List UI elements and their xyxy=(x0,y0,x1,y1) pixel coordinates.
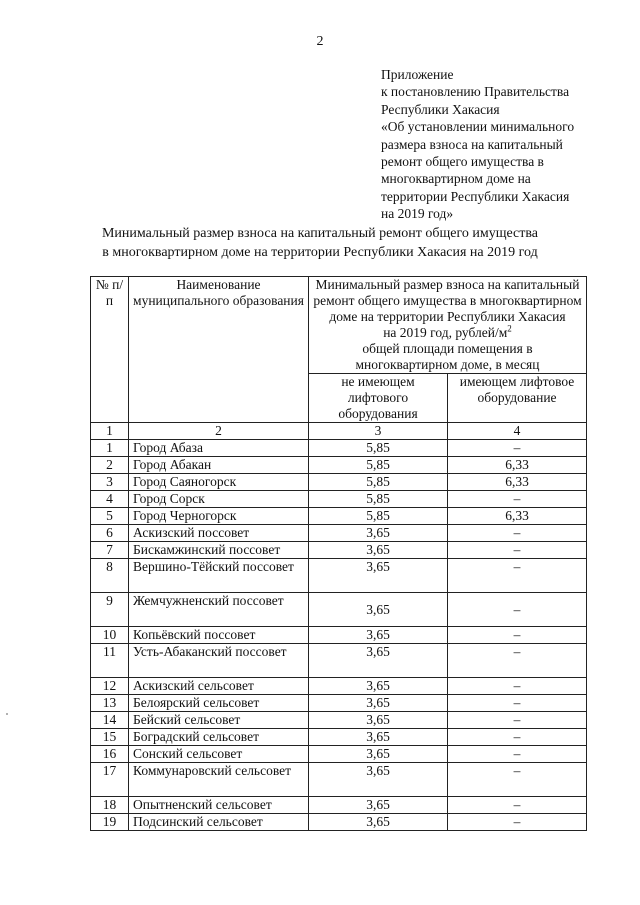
table-row xyxy=(91,474,587,491)
title-line-2: в многоквартирном доме на территории Республики Хакасия на 2019 год xyxy=(102,245,538,260)
row-number: 6 xyxy=(91,525,129,542)
row-number: 4 xyxy=(91,491,129,508)
table-row xyxy=(91,440,587,457)
row-lift: 6,33 xyxy=(448,457,587,474)
table-row xyxy=(91,712,587,729)
header-lift: имеющем лифтовое оборудование xyxy=(448,374,587,423)
table-row xyxy=(91,814,587,831)
table-row xyxy=(91,763,587,797)
row-no-lift: 3,65 xyxy=(309,729,448,746)
row-no-lift: 3,65 xyxy=(309,814,448,831)
row-number: 11 xyxy=(91,644,129,678)
row-municipality: Усть-Абаканский поссовет xyxy=(129,644,309,678)
row-municipality: Жемчужненский поссовет xyxy=(129,593,309,627)
row-municipality: Боградский сельсовет xyxy=(129,729,309,746)
row-municipality: Бискамжинский поссовет xyxy=(129,542,309,559)
row-lift: 6,33 xyxy=(448,508,587,525)
row-municipality: Сонский сельсовет xyxy=(129,746,309,763)
row-municipality: Копьёвский поссовет xyxy=(129,627,309,644)
row-lift: – xyxy=(448,695,587,712)
header-min-rate-line2: на 2019 год, рублей/$м^2$ xyxy=(383,323,512,340)
row-no-lift: 3,65 xyxy=(309,797,448,814)
row-lift: – xyxy=(448,797,587,814)
row-no-lift: 3,65 xyxy=(309,559,448,593)
row-number: 10 xyxy=(91,627,129,644)
appendix-line: ремонт общего имущества в xyxy=(381,154,544,170)
table-row xyxy=(91,695,587,712)
row-lift: – xyxy=(448,627,587,644)
row-lift: – xyxy=(448,729,587,746)
header-min-rate-line3: общей площади помещения в многоквартирном доме, в месяц xyxy=(355,341,540,372)
table-row xyxy=(91,678,587,695)
appendix-line: на 2019 год» xyxy=(381,206,454,222)
row-no-lift: 3,65 xyxy=(309,763,448,797)
column-index-row xyxy=(91,423,587,440)
row-no-lift: 3,65 xyxy=(309,678,448,695)
table-row xyxy=(91,627,587,644)
appendix-line: территории Республики Хакасия xyxy=(381,188,570,204)
row-lift: – xyxy=(448,542,587,559)
row-municipality: Город Абаза xyxy=(129,440,309,457)
table-row xyxy=(91,644,587,678)
column-index: 3 xyxy=(309,423,448,440)
row-number: 8 xyxy=(91,559,129,593)
header-number: № п/п xyxy=(91,277,129,423)
row-municipality: Вершино-Тёйский поссовет xyxy=(129,559,309,593)
row-municipality: Город Сорск xyxy=(129,491,309,508)
row-number: 3 xyxy=(91,474,129,491)
appendix-line: размера взноса на капитальный xyxy=(381,136,563,152)
table-row xyxy=(91,729,587,746)
row-no-lift: 3,65 xyxy=(309,593,448,627)
column-index: 4 xyxy=(448,423,587,440)
row-lift: – xyxy=(448,814,587,831)
row-municipality: Подсинский сельсовет xyxy=(129,814,309,831)
table-row xyxy=(91,525,587,542)
row-municipality: Город Абакан xyxy=(129,457,309,474)
appendix-line: к постановлению Правительства xyxy=(381,84,570,100)
appendix-line: Республики Хакасия xyxy=(381,101,500,117)
row-lift: – xyxy=(448,593,587,627)
row-no-lift: 5,85 xyxy=(309,508,448,525)
row-municipality: Город Черногорск xyxy=(129,508,309,525)
row-number: 5 xyxy=(91,508,129,525)
row-number: 12 xyxy=(91,678,129,695)
row-number: 14 xyxy=(91,712,129,729)
row-number: 19 xyxy=(91,814,129,831)
row-lift: – xyxy=(448,678,587,695)
row-number: 2 xyxy=(91,457,129,474)
table-row xyxy=(91,491,587,508)
row-lift: – xyxy=(448,712,587,729)
header-min-rate-line1: Минимальный размер взноса на капитальный ремонт общего имущества в многоквартирном доме на территории Республики Хакасия xyxy=(313,277,582,324)
row-number: 16 xyxy=(91,746,129,763)
row-no-lift: 5,85 xyxy=(309,491,448,508)
table-row xyxy=(91,593,587,627)
row-no-lift: 5,85 xyxy=(309,440,448,457)
row-municipality: Коммунаровский сельсовет xyxy=(129,763,309,797)
appendix-line: «Об установлении минимального xyxy=(381,119,575,135)
table-row xyxy=(91,457,587,474)
superscript-2: 2 xyxy=(507,323,512,334)
column-index: 2 xyxy=(129,423,309,440)
row-municipality: Белоярский сельсовет xyxy=(129,695,309,712)
row-municipality: Опытненский сельсовет xyxy=(129,797,309,814)
row-no-lift: 3,65 xyxy=(309,746,448,763)
row-number: 1 xyxy=(91,440,129,457)
page-number: 2 xyxy=(316,34,324,49)
header-min-rate xyxy=(309,277,587,374)
row-number: 18 xyxy=(91,797,129,814)
row-no-lift: 5,85 xyxy=(309,474,448,491)
row-lift: 6,33 xyxy=(448,474,587,491)
table-row xyxy=(91,508,587,525)
row-municipality: Аскизский сельсовет xyxy=(129,678,309,695)
row-lift: – xyxy=(448,763,587,797)
row-lift: – xyxy=(448,491,587,508)
header-no-lift: не имеющем лифтового оборудования xyxy=(309,374,448,423)
row-no-lift: 3,65 xyxy=(309,525,448,542)
row-no-lift: 3,65 xyxy=(309,712,448,729)
row-no-lift: 3,65 xyxy=(309,644,448,678)
table-row xyxy=(91,542,587,559)
row-lift: – xyxy=(448,559,587,593)
rates-table xyxy=(90,276,587,831)
table-row xyxy=(91,746,587,763)
row-no-lift: 3,65 xyxy=(309,542,448,559)
row-number: 7 xyxy=(91,542,129,559)
row-no-lift: 3,65 xyxy=(309,695,448,712)
table-row xyxy=(91,797,587,814)
row-number: 9 xyxy=(91,593,129,627)
row-municipality: Аскизский поссовет xyxy=(129,525,309,542)
row-no-lift: 5,85 xyxy=(309,457,448,474)
row-number: 13 xyxy=(91,695,129,712)
row-number: 17 xyxy=(91,763,129,797)
appendix-block xyxy=(381,66,621,223)
row-lift: – xyxy=(448,525,587,542)
appendix-line: Приложение xyxy=(381,67,454,82)
appendix-line: многоквартирном доме на xyxy=(381,171,531,187)
row-municipality: Город Саяногорск xyxy=(129,474,309,491)
row-municipality: Бейский сельсовет xyxy=(129,712,309,729)
document-title xyxy=(0,224,640,262)
header-municipality: Наименование муниципального образования xyxy=(129,277,309,423)
row-no-lift: 3,65 xyxy=(309,627,448,644)
row-number: 15 xyxy=(91,729,129,746)
column-index: 1 xyxy=(91,423,129,440)
scan-speck xyxy=(6,713,8,715)
row-lift: – xyxy=(448,644,587,678)
table-row xyxy=(91,559,587,593)
row-lift: – xyxy=(448,440,587,457)
title-line-1: Минимальный размер взноса на капитальный ремонт общего имущества xyxy=(101,226,539,241)
row-lift: – xyxy=(448,746,587,763)
